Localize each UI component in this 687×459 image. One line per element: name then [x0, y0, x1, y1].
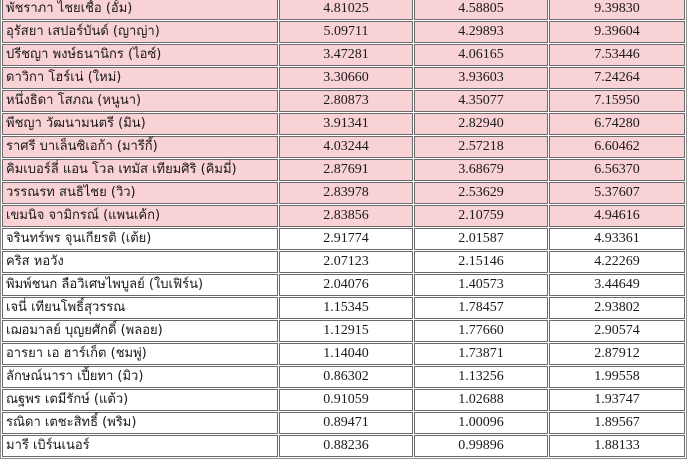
score-2-cell: 1.02688 — [414, 389, 548, 411]
name-cell: มารี เบิร์นเนอร์ — [2, 435, 278, 457]
score-2-cell: 2.01587 — [414, 228, 548, 250]
table-row-highlighted — [2, 113, 685, 135]
score-2-cell: 1.40573 — [414, 274, 548, 296]
table-row — [2, 228, 685, 250]
score-2-cell: 3.68679 — [414, 159, 548, 181]
total-cell: 3.44649 — [549, 274, 685, 296]
score-2-cell: 1.00096 — [414, 412, 548, 434]
name-cell: เขมนิจ จามิกรณ์ (แพนเค้ก) — [2, 205, 278, 227]
table-row — [2, 274, 685, 296]
total-cell: 5.37607 — [549, 182, 685, 204]
score-1-cell: 3.30660 — [279, 67, 413, 89]
total-cell: 6.60462 — [549, 136, 685, 158]
score-2-cell: 2.57218 — [414, 136, 548, 158]
table-row-highlighted — [2, 21, 685, 43]
score-1-cell: 4.03244 — [279, 136, 413, 158]
score-2-cell: 2.15146 — [414, 251, 548, 273]
name-cell: พิมพ์ชนก ลือวิเศษไพบูลย์ (ใบเฟิร์น) — [2, 274, 278, 296]
name-cell: ราศรี บาเล็นซิเอก้า (มารีกี้) — [2, 136, 278, 158]
score-1-cell: 0.88236 — [279, 435, 413, 457]
table-row-highlighted — [2, 67, 685, 89]
score-1-cell: 1.12915 — [279, 320, 413, 342]
name-cell: อุรัสยา เสปอร์บันด์ (ญาญ่า) — [2, 21, 278, 43]
total-cell: 9.39604 — [549, 21, 685, 43]
name-cell: อารยา เอ ฮาร์เก็ต (ชมพู่) — [2, 343, 278, 365]
score-1-cell: 5.09711 — [279, 21, 413, 43]
table-row-highlighted — [2, 90, 685, 112]
name-cell: คิมเบอร์ลี่ แอน โวล เทมัส เทียมศิริ (คิมมี่) — [2, 159, 278, 181]
total-cell: 4.94616 — [549, 205, 685, 227]
score-2-cell: 0.99896 — [414, 435, 548, 457]
total-cell: 1.99558 — [549, 366, 685, 388]
total-cell: 6.56370 — [549, 159, 685, 181]
score-2-cell: 4.06165 — [414, 44, 548, 66]
score-1-cell: 4.81025 — [279, 0, 413, 20]
table-row-highlighted — [2, 182, 685, 204]
name-cell: ปรีชญา พงษ์ธนานิกร (ไอซ์) — [2, 44, 278, 66]
total-cell: 2.90574 — [549, 320, 685, 342]
table-row-highlighted — [2, 205, 685, 227]
total-cell: 1.89567 — [549, 412, 685, 434]
score-1-cell: 1.15345 — [279, 297, 413, 319]
name-cell: ดาวิกา โฮร์เน่ (ใหม่) — [2, 67, 278, 89]
table-row-highlighted — [2, 136, 685, 158]
total-cell: 9.39830 — [549, 0, 685, 20]
table-row-highlighted — [2, 159, 685, 181]
total-cell: 6.74280 — [549, 113, 685, 135]
score-1-cell: 0.91059 — [279, 389, 413, 411]
name-cell: วรรณรท สนธิไชย (วิว) — [2, 182, 278, 204]
score-2-cell: 4.58805 — [414, 0, 548, 20]
table-row-highlighted — [2, 44, 685, 66]
table-row — [2, 435, 685, 457]
score-2-cell: 4.35077 — [414, 90, 548, 112]
score-1-cell: 2.91774 — [279, 228, 413, 250]
name-cell: ณฐพร เตมีรักษ์ (แต้ว) — [2, 389, 278, 411]
score-2-cell: 4.29893 — [414, 21, 548, 43]
score-1-cell: 2.83978 — [279, 182, 413, 204]
total-cell: 7.53446 — [549, 44, 685, 66]
name-cell: เฌอมาลย์ บุญยศักดิ์ (พลอย) — [2, 320, 278, 342]
score-1-cell: 3.47281 — [279, 44, 413, 66]
total-cell: 4.93361 — [549, 228, 685, 250]
table-row — [2, 343, 685, 365]
score-1-cell: 2.04076 — [279, 274, 413, 296]
score-2-cell: 1.77660 — [414, 320, 548, 342]
score-1-cell: 0.86302 — [279, 366, 413, 388]
score-1-cell: 1.14040 — [279, 343, 413, 365]
total-cell: 2.87912 — [549, 343, 685, 365]
score-1-cell: 2.87691 — [279, 159, 413, 181]
total-cell: 1.88133 — [549, 435, 685, 457]
total-cell: 2.93802 — [549, 297, 685, 319]
total-cell: 4.22269 — [549, 251, 685, 273]
table-row — [2, 389, 685, 411]
score-2-cell: 2.82940 — [414, 113, 548, 135]
total-cell: 1.93747 — [549, 389, 685, 411]
name-cell: ลักษณ์นารา เปี้ยทา (มิว) — [2, 366, 278, 388]
score-1-cell: 3.91341 — [279, 113, 413, 135]
name-cell: พัชราภา ไชยเชื้อ (อั้ม) — [2, 0, 278, 20]
score-1-cell: 0.89471 — [279, 412, 413, 434]
score-table-body — [2, 0, 685, 457]
table-row — [2, 320, 685, 342]
name-cell: รณิดา เตชะสิทธิ์ (พริม) — [2, 412, 278, 434]
score-2-cell: 2.10759 — [414, 205, 548, 227]
table-row — [2, 297, 685, 319]
total-cell: 7.15950 — [549, 90, 685, 112]
score-2-cell: 1.13256 — [414, 366, 548, 388]
score-1-cell: 2.83856 — [279, 205, 413, 227]
score-2-cell: 2.53629 — [414, 182, 548, 204]
name-cell: พีชญา วัฒนามนตรี (มิน) — [2, 113, 278, 135]
name-cell: จรินทร์พร จุนเกียรติ (เต้ย) — [2, 228, 278, 250]
score-1-cell: 2.80873 — [279, 90, 413, 112]
name-cell: คริส หอวัง — [2, 251, 278, 273]
table-row — [2, 366, 685, 388]
score-2-cell: 3.93603 — [414, 67, 548, 89]
total-cell: 7.24264 — [549, 67, 685, 89]
score-1-cell: 2.07123 — [279, 251, 413, 273]
score-2-cell: 1.73871 — [414, 343, 548, 365]
name-cell: หนึ่งธิดา โสภณ (หนูนา) — [2, 90, 278, 112]
name-cell: เจนี่ เทียนโพธิ์สุวรรณ — [2, 297, 278, 319]
table-row — [2, 412, 685, 434]
score-2-cell: 1.78457 — [414, 297, 548, 319]
table-row-highlighted — [2, 0, 685, 20]
table-row — [2, 251, 685, 273]
